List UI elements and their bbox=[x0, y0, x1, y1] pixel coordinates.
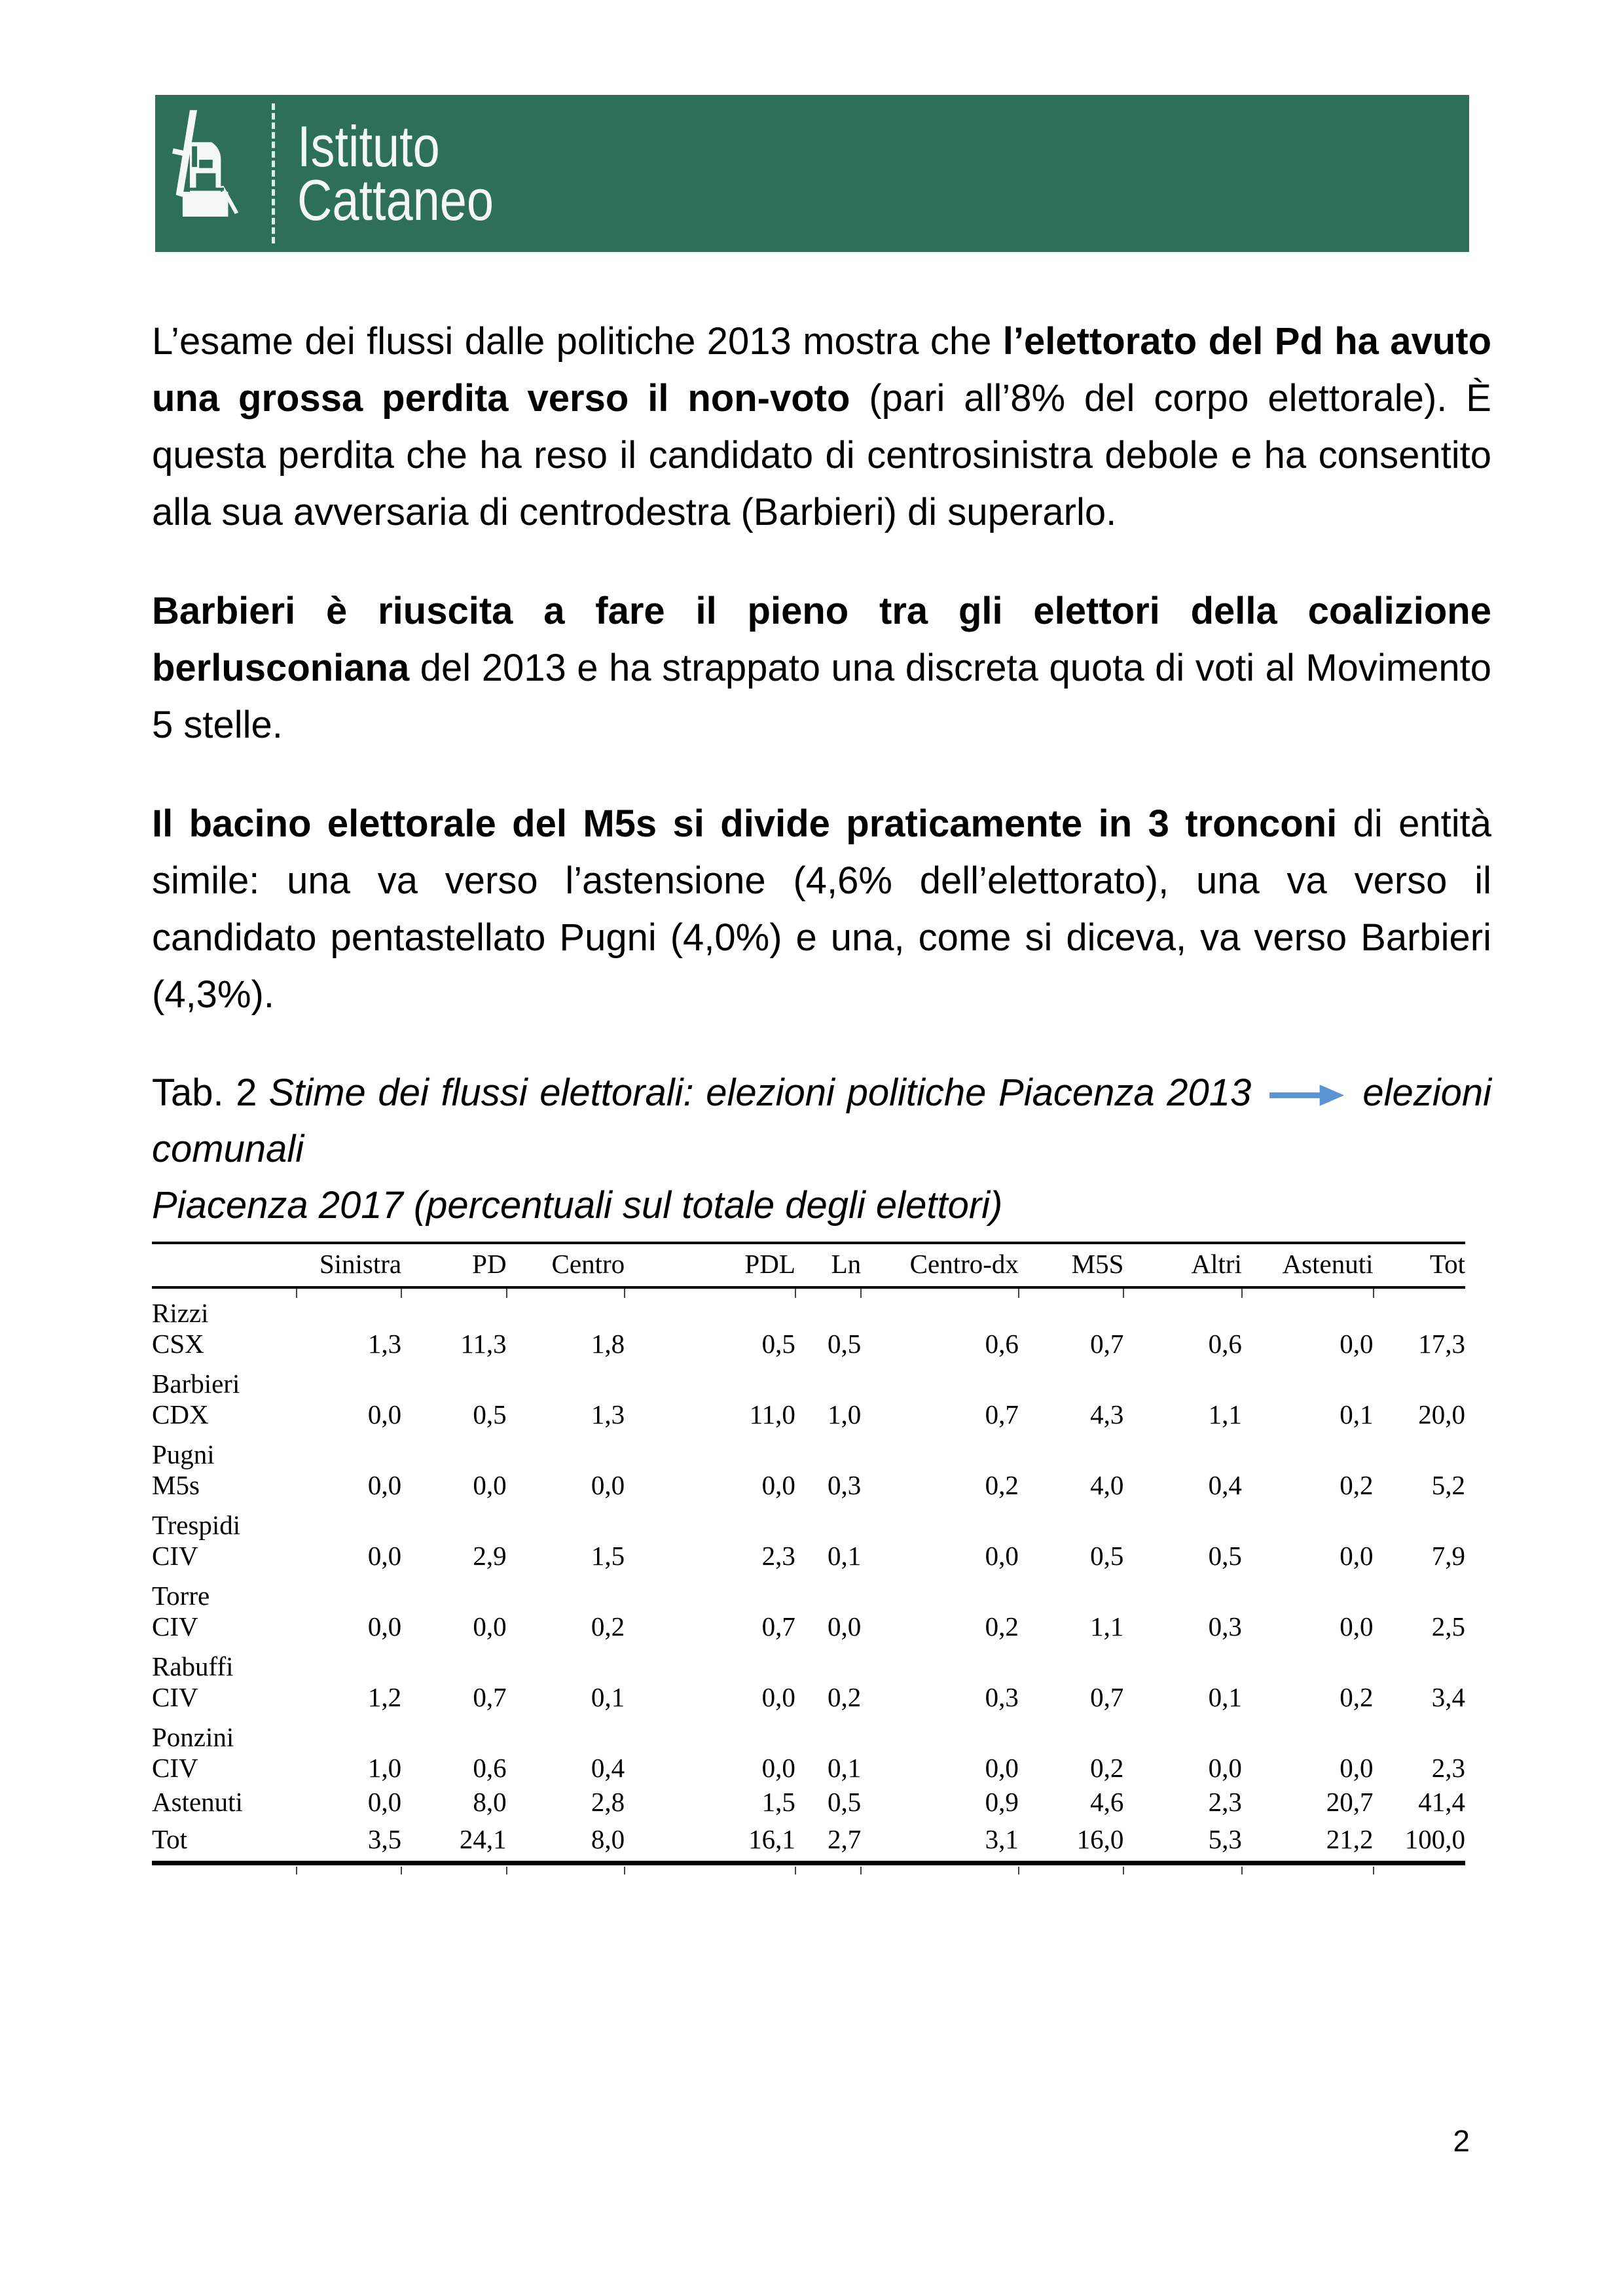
bold-text-segment: Barbieri è riuscita a fare il pieno tra gli elettori della coalizione berlusconiana bbox=[152, 590, 1491, 689]
column-header-pdl: PDL bbox=[625, 1243, 795, 1287]
value-cell: 21,2 bbox=[1242, 1821, 1374, 1863]
caption-line-2-text: Piacenza 2017 (percentuali sul totale degli elettori) bbox=[152, 1184, 1003, 1227]
value-cell: 2,3 bbox=[1431, 1753, 1465, 1783]
value-cell: 2,8 bbox=[591, 1787, 625, 1817]
table-row-rizzi bbox=[152, 1287, 1465, 1359]
value-cell: 0,1 bbox=[827, 1753, 862, 1783]
value-cell: 24,1 bbox=[401, 1821, 506, 1863]
page-number: 2 bbox=[1453, 2124, 1470, 2158]
value-cell: 0,1 bbox=[1208, 1682, 1242, 1712]
institute-logo-text bbox=[297, 114, 494, 232]
list-code: CIV bbox=[152, 1541, 198, 1571]
value-cell: 0,2 bbox=[985, 1611, 1019, 1641]
value-cell: 2,7 bbox=[795, 1821, 861, 1863]
column-header-m5s: M5S bbox=[1019, 1243, 1123, 1287]
value-cell: 0,0 bbox=[761, 1682, 795, 1712]
value-cell: 2,9 bbox=[473, 1541, 507, 1571]
value-cell: 0,5 bbox=[761, 1329, 795, 1359]
value-cell: 0,0 bbox=[367, 1399, 402, 1429]
value-cell: 0,2 bbox=[591, 1611, 625, 1641]
value-cell: 1,1 bbox=[1090, 1611, 1124, 1641]
value-cell: 0,2 bbox=[985, 1470, 1019, 1500]
caption-title-part2: elezioni comunali bbox=[152, 1071, 1491, 1170]
value-cell: 4,6 bbox=[1090, 1787, 1124, 1817]
value-cell: 20,0 bbox=[1418, 1399, 1465, 1429]
bold-text-segment: Il bacino elettorale del M5s si divide praticamente in 3 tronconi bbox=[152, 802, 1338, 845]
text-segment: L’esame dei flussi dalle politiche 2013 mostra che bbox=[152, 320, 1003, 363]
flow-arrow-icon bbox=[1268, 1083, 1345, 1108]
value-cell: 0,7 bbox=[473, 1682, 507, 1712]
row-label-cell bbox=[152, 1713, 297, 1784]
caption-line-1 bbox=[152, 1065, 1491, 1177]
value-cell: 0,5 bbox=[473, 1399, 507, 1429]
value-cell: 7,9 bbox=[1431, 1541, 1465, 1571]
page-content bbox=[152, 313, 1491, 1865]
value-cell: 4,3 bbox=[1090, 1399, 1124, 1429]
bold-text-segment: l’elettorato del Pd ha avuto una grossa perdita verso il non-voto bbox=[152, 320, 1491, 420]
row-label-cell bbox=[152, 1501, 297, 1571]
candidate-name: Torre bbox=[152, 1581, 210, 1611]
value-cell: 0,0 bbox=[985, 1753, 1019, 1783]
value-cell: 1,3 bbox=[591, 1399, 625, 1429]
list-code: CDX bbox=[152, 1399, 209, 1429]
candidate-name: Barbieri bbox=[152, 1369, 240, 1399]
table-header-row bbox=[152, 1243, 1465, 1287]
value-cell: 16,0 bbox=[1019, 1821, 1123, 1863]
paragraph-1 bbox=[152, 313, 1491, 541]
text-segment: (pari all’8% del corpo elettorale). È questa perdita che ha reso il candidato di centrosinistra debole e ha consentito alla sua avversaria di centrodestra (Barbieri) di superarlo. bbox=[152, 377, 1491, 533]
value-cell: 0,3 bbox=[1208, 1611, 1242, 1641]
column-header-centro-dx: Centro-dx bbox=[861, 1243, 1019, 1287]
list-code: CIV bbox=[152, 1753, 198, 1783]
value-cell: 0,3 bbox=[985, 1682, 1019, 1712]
column-header-tot: Tot bbox=[1374, 1243, 1466, 1287]
list-code: M5s bbox=[152, 1470, 200, 1500]
table-row-torre bbox=[152, 1571, 1465, 1642]
value-cell: 0,7 bbox=[1090, 1682, 1124, 1712]
table-row-trespidi bbox=[152, 1501, 1465, 1571]
value-cell: 0,0 bbox=[761, 1470, 795, 1500]
value-cell: 3,4 bbox=[1431, 1682, 1465, 1712]
column-header-ln: Ln bbox=[795, 1243, 861, 1287]
value-cell: 3,5 bbox=[297, 1821, 401, 1863]
list-code: CIV bbox=[152, 1682, 198, 1712]
text-segment: del 2013 e ha strappato una discreta quota di voti al Movimento 5 stelle. bbox=[152, 647, 1491, 746]
value-cell: 0,7 bbox=[761, 1611, 795, 1641]
table-body bbox=[152, 1287, 1465, 1863]
candidate-name: Rabuffi bbox=[152, 1651, 234, 1681]
value-cell: 0,6 bbox=[1208, 1329, 1242, 1359]
value-cell: 0,1 bbox=[1340, 1399, 1374, 1429]
value-cell: 0,2 bbox=[1090, 1753, 1124, 1783]
row-label-cell: Astenuti bbox=[152, 1787, 243, 1817]
value-cell: 8,0 bbox=[507, 1821, 625, 1863]
row-label-cell bbox=[152, 1430, 297, 1501]
column-header-centro: Centro bbox=[507, 1243, 625, 1287]
table-row-ponzini bbox=[152, 1713, 1465, 1784]
value-cell: 0,1 bbox=[827, 1541, 862, 1571]
value-cell: 0,4 bbox=[1208, 1470, 1242, 1500]
list-code: CIV bbox=[152, 1611, 198, 1641]
table-row-tot bbox=[152, 1821, 1465, 1863]
candidate-name: Rizzi bbox=[152, 1298, 209, 1328]
value-cell: 0,5 bbox=[1208, 1541, 1242, 1571]
caption-label: Tab. 2 bbox=[152, 1071, 257, 1114]
value-cell: 1,0 bbox=[367, 1753, 402, 1783]
value-cell: 0,0 bbox=[1340, 1541, 1374, 1571]
value-cell: 0,2 bbox=[827, 1682, 862, 1712]
value-cell: 0,0 bbox=[367, 1470, 402, 1500]
value-cell: 1,1 bbox=[1208, 1399, 1242, 1429]
caption-title-part1: Stime dei flussi elettorali: elezioni politiche Piacenza 2013 bbox=[268, 1071, 1252, 1114]
value-cell: 17,3 bbox=[1418, 1329, 1465, 1359]
value-cell: 0,7 bbox=[985, 1399, 1019, 1429]
column-header-astenuti: Astenuti bbox=[1242, 1243, 1374, 1287]
value-cell: 4,0 bbox=[1090, 1470, 1124, 1500]
value-cell: 0,0 bbox=[761, 1753, 795, 1783]
column-header-altri: Altri bbox=[1123, 1243, 1242, 1287]
value-cell: 3,1 bbox=[861, 1821, 1019, 1863]
value-cell: 2,5 bbox=[1431, 1611, 1465, 1641]
value-cell: 11,3 bbox=[460, 1329, 507, 1359]
value-cell: 1,5 bbox=[761, 1787, 795, 1817]
logo-divider bbox=[272, 103, 275, 243]
value-cell: 0,9 bbox=[985, 1787, 1019, 1817]
value-cell: 0,0 bbox=[473, 1611, 507, 1641]
value-cell: 0,0 bbox=[1340, 1611, 1374, 1641]
institute-logo-icon bbox=[158, 100, 261, 247]
value-cell: 20,7 bbox=[1326, 1787, 1374, 1817]
text-segment: di entità simile: una va verso l’astensione (4,6% dell’elettorato), una va verso il candidato pentastellato Pugni (4,0%) e una, come si diceva, va verso Barbieri (4,3%). bbox=[152, 802, 1491, 1016]
list-code: CSX bbox=[152, 1329, 204, 1359]
value-cell: 0,0 bbox=[827, 1611, 862, 1641]
candidate-name: Pugni bbox=[152, 1439, 215, 1469]
header-banner bbox=[155, 95, 1469, 252]
value-cell: 5,2 bbox=[1431, 1470, 1465, 1500]
value-cell: 1,3 bbox=[367, 1329, 402, 1359]
value-cell: 0,0 bbox=[1208, 1753, 1242, 1783]
value-cell: 100,0 bbox=[1404, 1824, 1465, 1854]
candidate-name: Ponzini bbox=[152, 1722, 234, 1752]
value-cell: 1,5 bbox=[591, 1541, 625, 1571]
value-cell: 0,2 bbox=[1340, 1470, 1374, 1500]
electoral-flows-table bbox=[152, 1242, 1465, 1865]
value-cell: 0,3 bbox=[827, 1470, 862, 1500]
column-header-pd: PD bbox=[401, 1243, 506, 1287]
value-cell: 5,3 bbox=[1123, 1821, 1242, 1863]
row-label-cell bbox=[152, 1642, 297, 1713]
value-cell: 0,0 bbox=[1340, 1753, 1374, 1783]
value-cell: 8,0 bbox=[473, 1787, 507, 1817]
value-cell: 0,4 bbox=[591, 1753, 625, 1783]
value-cell: 1,2 bbox=[367, 1682, 402, 1712]
row-label-cell bbox=[152, 1359, 297, 1430]
value-cell: 11,0 bbox=[749, 1399, 795, 1429]
value-cell: 0,6 bbox=[985, 1329, 1019, 1359]
value-cell: 41,4 bbox=[1418, 1787, 1465, 1817]
row-label-cell: Tot bbox=[152, 1821, 297, 1863]
value-cell: 0,0 bbox=[473, 1470, 507, 1500]
candidate-name: Trespidi bbox=[152, 1510, 241, 1540]
value-cell: 2,3 bbox=[1208, 1787, 1242, 1817]
value-cell: 0,1 bbox=[591, 1682, 625, 1712]
caption-line-2 bbox=[152, 1177, 1491, 1234]
value-cell: 0,0 bbox=[591, 1470, 625, 1500]
value-cell: 0,6 bbox=[473, 1753, 507, 1783]
table-caption bbox=[152, 1065, 1491, 1234]
value-cell: 0,2 bbox=[1340, 1682, 1374, 1712]
paragraph-3 bbox=[152, 795, 1491, 1023]
table-row-rabuffi bbox=[152, 1642, 1465, 1713]
value-cell: 0,5 bbox=[827, 1787, 862, 1817]
row-label-cell bbox=[152, 1571, 297, 1642]
value-cell: 16,1 bbox=[625, 1821, 795, 1863]
value-cell: 0,0 bbox=[985, 1541, 1019, 1571]
table-row-astenuti bbox=[152, 1784, 1465, 1821]
column-header-label bbox=[152, 1243, 297, 1287]
value-cell: 0,0 bbox=[367, 1541, 402, 1571]
value-cell: 1,0 bbox=[827, 1399, 862, 1429]
value-cell: 0,5 bbox=[827, 1329, 862, 1359]
logo-line-2: Cattaneo bbox=[297, 168, 494, 232]
column-header-sinistra: Sinistra bbox=[297, 1243, 401, 1287]
table-row-barbieri bbox=[152, 1359, 1465, 1430]
value-cell: 0,5 bbox=[1090, 1541, 1124, 1571]
value-cell: 1,8 bbox=[591, 1329, 625, 1359]
value-cell: 0,7 bbox=[1090, 1329, 1124, 1359]
table-row-pugni bbox=[152, 1430, 1465, 1501]
logo-line-1: Istituto bbox=[297, 114, 440, 179]
value-cell: 0,0 bbox=[367, 1787, 402, 1817]
value-cell: 2,3 bbox=[761, 1541, 795, 1571]
body-paragraphs bbox=[152, 313, 1491, 1023]
value-cell: 0,0 bbox=[367, 1611, 402, 1641]
row-label-cell bbox=[152, 1287, 297, 1359]
value-cell: 0,0 bbox=[1340, 1329, 1374, 1359]
paragraph-2 bbox=[152, 583, 1491, 753]
